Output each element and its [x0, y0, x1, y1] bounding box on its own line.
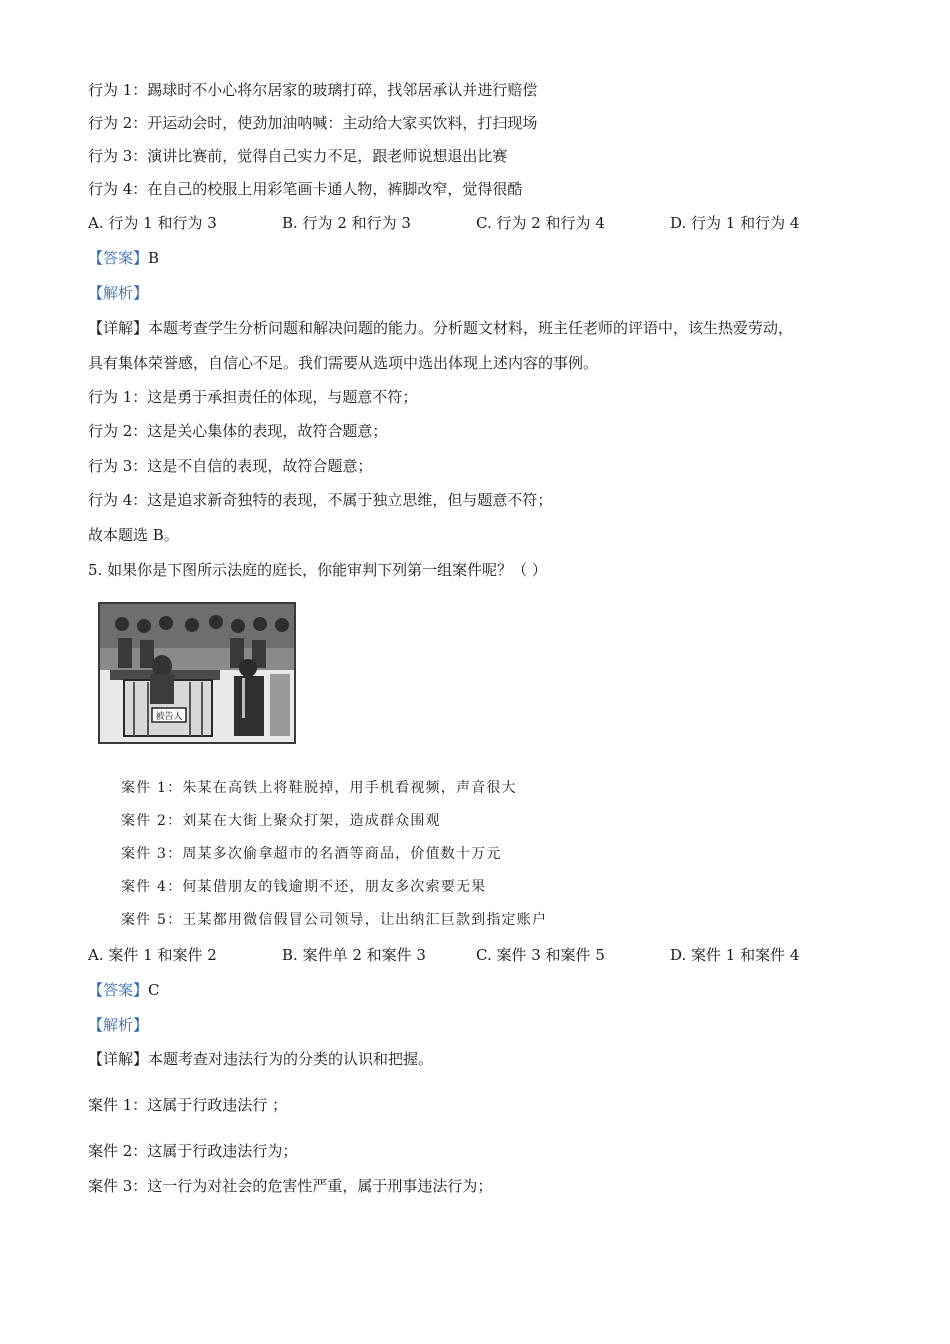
case-3: 案件 3：周某多次偷拿超市的名酒等商品，价值数十万元 [121, 846, 502, 862]
case-5: 案件 5：王某都用微信假冒公司领导，让出纳汇巨款到指定账户 [121, 912, 548, 928]
q5-option-d: D. 案件 1 和案件 4 [670, 946, 800, 964]
case-4: 案件 4：何某借朋友的钱逾期不还，朋友多次索要无果 [121, 879, 487, 895]
detail-tag: 【详解】 [88, 319, 149, 337]
answer-tag: 【答案】 [88, 981, 149, 999]
detail-text: 本题考查学生分析问题和解决问题的能力。分析题文材料，班主任老师的评语中，该生热爱劳动， [148, 319, 794, 337]
case-2: 案件 2：刘某在大街上聚众打架，造成群众围观 [121, 813, 441, 829]
behavior-3: 行为 3：演讲比赛前，觉得自己实力不足，跟老师说想退出比赛 [88, 147, 508, 165]
q5-analysis-tag: 【解析】 [88, 1016, 149, 1034]
detail-tag: 【详解】 [88, 1050, 149, 1068]
q5-explanation-1: 案件 1：这属于行政违法行 ； [88, 1096, 288, 1114]
answer-value: B [148, 249, 160, 267]
courtroom-photo [98, 602, 296, 744]
q4-explanation-1: 行为 1：这是勇于承担责任的体现，与题意不符； [88, 388, 418, 406]
answer-value: C [148, 981, 160, 999]
q5-explanation-3: 案件 3：这一行为对社会的危害性严重，属于刑事违法行为； [88, 1177, 493, 1195]
answer-tag: 【答案】 [88, 249, 149, 267]
q4-explanation-2: 行为 2：这是关心集体的表现，故符合题意； [88, 422, 388, 440]
q4-option-b: B. 行为 2 和行为 3 [282, 214, 411, 232]
q4-conclusion: 故本题选 B。 [88, 526, 179, 544]
q4-detail-line-1 [88, 318, 793, 338]
defendant-sign: 被告人 [155, 712, 183, 722]
q4-option-a: A. 行为 1 和行为 3 [88, 214, 217, 232]
q4-options [88, 213, 868, 233]
q4-explanation-4: 行为 4：这是追求新奇独特的表现，不属于独立思维，但与题意不符； [88, 491, 553, 509]
q4-analysis-tag: 【解析】 [88, 284, 149, 302]
q4-detail-line-2: 具有集体荣誉感，自信心不足。我们需要从选项中选出体现上述内容的事例。 [88, 354, 599, 372]
detail-text: 本题考查对违法行为的分类的认识和把握。 [148, 1050, 434, 1068]
q4-answer [88, 248, 159, 268]
q5-option-c: C. 案件 3 和案件 5 [476, 946, 605, 964]
q5-question: 5. 如果你是下图所示法庭的庭长，你能审判下列第一组案件呢？（ ） [88, 561, 547, 579]
q4-option-c: C. 行为 2 和行为 4 [476, 214, 605, 232]
case-1: 案件 1：朱某在高铁上将鞋脱掉，用手机看视频，声音很大 [121, 780, 517, 796]
behavior-2: 行为 2：开运动会时，使劲加油呐喊：主动给大家买饮料，打扫现场 [88, 114, 538, 132]
q5-option-b: B. 案件单 2 和案件 3 [282, 946, 426, 964]
q5-answer [88, 980, 160, 1000]
q4-explanation-3: 行为 3：这是不自信的表现，故符合题意； [88, 457, 373, 475]
courtroom-illustration [100, 604, 294, 742]
q5-detail [88, 1049, 433, 1069]
q5-option-a: A. 案件 1 和案件 2 [88, 946, 217, 964]
q5-explanation-2: 案件 2：这属于行政违法行为； [88, 1142, 298, 1160]
q4-option-d: D. 行为 1 和行为 4 [670, 214, 800, 232]
behavior-4: 行为 4：在自己的校服上用彩笔画卡通人物，裤脚改窄，觉得很酷 [88, 180, 523, 198]
behavior-1: 行为 1：踢球时不小心将尔居家的玻璃打碎，找邻居承认并进行赔偿 [88, 81, 538, 99]
q5-options [88, 945, 868, 965]
